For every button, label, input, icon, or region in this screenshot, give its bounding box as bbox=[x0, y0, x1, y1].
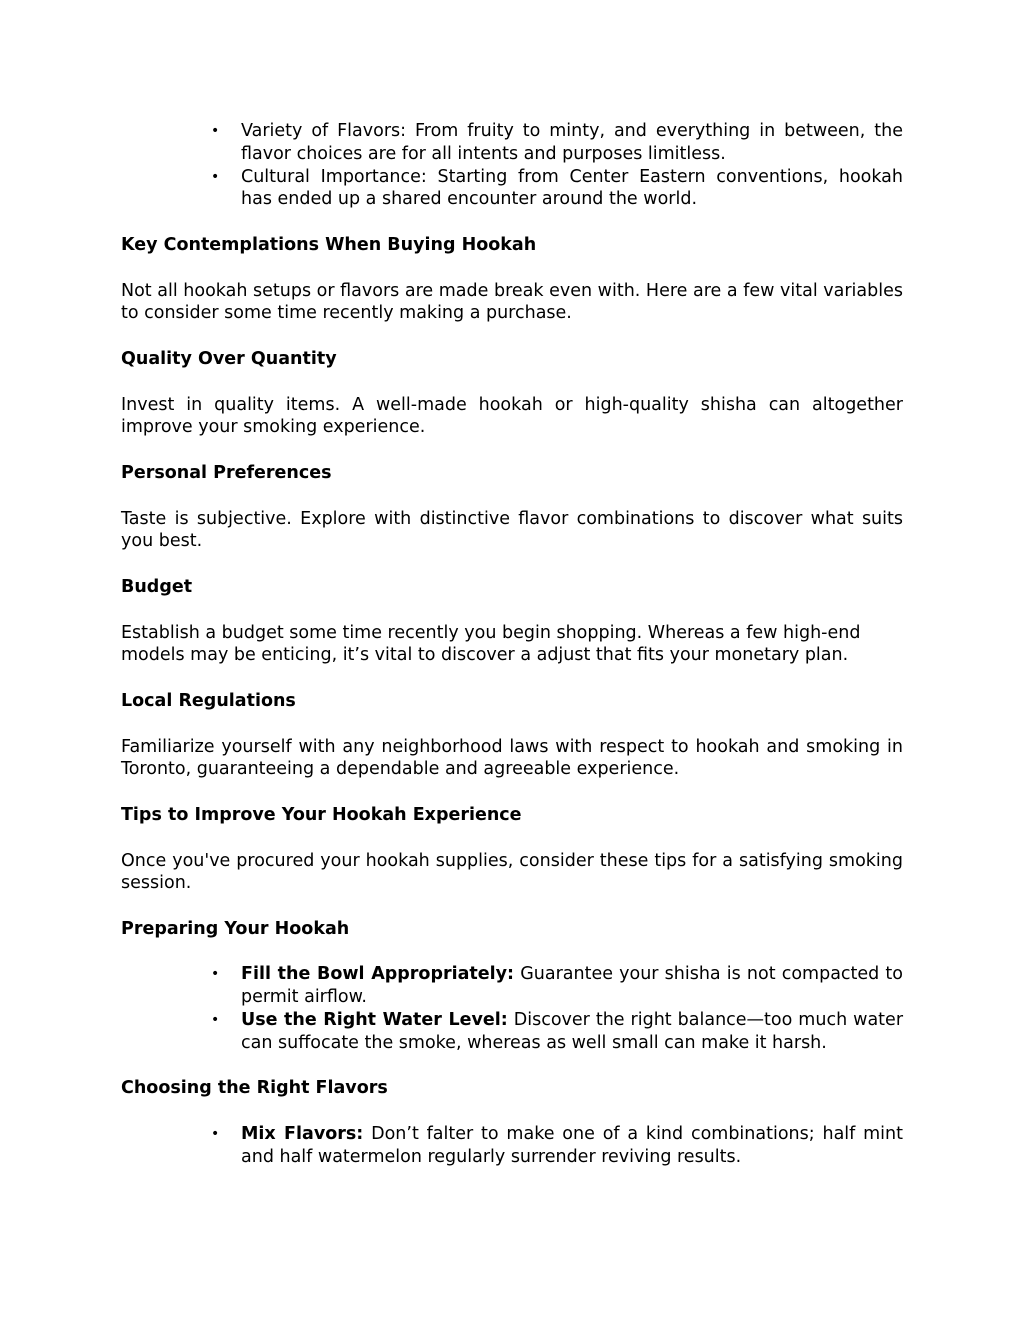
bullet-icon: • bbox=[211, 1012, 220, 1029]
list-item-text: Don’t falter to make one of a kind combinations; half mint and half watermelon regularly surrender reviving results. bbox=[241, 1124, 903, 1167]
document-page bbox=[121, 120, 903, 1169]
bullet-icon: • bbox=[211, 168, 220, 185]
bullet-icon: • bbox=[211, 1126, 220, 1143]
list-item-label: Use the Right Water Level: bbox=[241, 1010, 508, 1031]
section-body-preferences: Taste is subjective. Explore with distinctive flavor combinations to discover what suits you best. bbox=[121, 508, 903, 552]
section-body-regulations: Familiarize yourself with any neighborhood laws with respect to hookah and smoking in Toronto, guaranteeing a dependable and agreeable experience. bbox=[121, 736, 903, 780]
list-item-text: Discover the right balance—too much water can suffocate the smoke, whereas as well small can make it harsh. bbox=[241, 1010, 904, 1053]
section-body-budget: Establish a budget some time recently you begin shopping. Whereas a few high-end models may be enticing, it’s vital to discover a adjust that fits your monetary plan. bbox=[121, 622, 861, 666]
list-item bbox=[211, 963, 903, 1009]
section-heading-key-considerations: Key Contemplations When Buying Hookah bbox=[121, 234, 537, 255]
section-heading-flavors: Choosing the Right Flavors bbox=[121, 1078, 388, 1099]
intro-bullet-list bbox=[121, 120, 903, 211]
section-heading-budget: Budget bbox=[121, 576, 193, 597]
list-item bbox=[211, 166, 903, 212]
list-item-text: Variety of Flavors: From fruity to minty, and everything in between, the flavor choices are for all intents and purposes limitless. bbox=[241, 121, 903, 164]
section-heading-preparing: Preparing Your Hookah bbox=[121, 918, 350, 939]
section-heading-regulations: Local Regulations bbox=[121, 690, 296, 711]
bullet-icon: • bbox=[211, 123, 220, 139]
list-item-text: Guarantee your shisha is not compacted to permit airflow. bbox=[241, 964, 903, 1008]
preparing-bullet-list bbox=[121, 963, 903, 1054]
section-body-tips: Once you've procured your hookah supplies, consider these tips for a satisfying smoking session. bbox=[121, 850, 903, 894]
list-item-label: Mix Flavors: bbox=[241, 1124, 364, 1145]
section-heading-tips: Tips to Improve Your Hookah Experience bbox=[121, 804, 522, 825]
list-item-text: Cultural Importance: Starting from Center Eastern conventions, hookah has ended up a shared encounter around the world. bbox=[241, 166, 903, 210]
section-heading-quality: Quality Over Quantity bbox=[121, 348, 337, 369]
section-heading-preferences: Personal Preferences bbox=[121, 462, 332, 483]
section-body-quality: Invest in quality items. A well-made hookah or high-quality shisha can altogether improve your smoking experience. bbox=[121, 394, 903, 438]
list-item-label: Fill the Bowl Appropriately: bbox=[241, 964, 515, 985]
bullet-icon: • bbox=[211, 966, 220, 983]
list-item bbox=[211, 1123, 903, 1169]
list-item bbox=[211, 120, 903, 166]
list-item bbox=[211, 1009, 904, 1055]
flavors-bullet-list bbox=[121, 1123, 903, 1169]
section-body-key-considerations: Not all hookah setups or flavors are made break even with. Here are a few vital variables to consider some time recently making a purchase. bbox=[121, 280, 903, 324]
